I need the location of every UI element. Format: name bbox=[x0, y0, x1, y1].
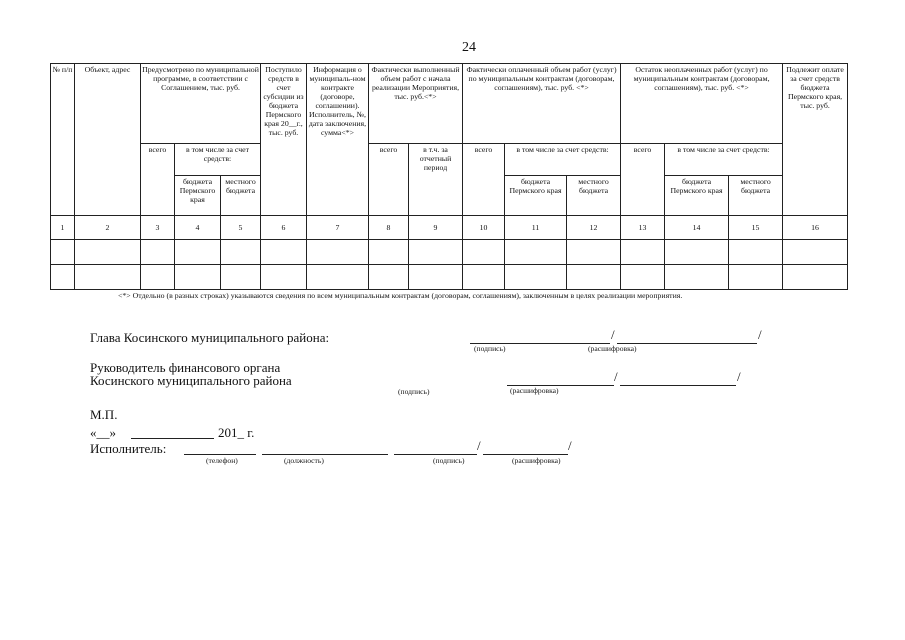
column-number: 4 bbox=[175, 216, 221, 240]
head-title: Глава Косинского муниципального района: bbox=[90, 330, 330, 345]
fin-name-line[interactable] bbox=[620, 385, 736, 386]
column-number: 11 bbox=[505, 216, 567, 240]
fin-sign-hint: (подпись) bbox=[398, 387, 430, 396]
header-unpaid: Остаток неоплаченных работ (услуг) по муниципальным контрактам (договорам, соглашениям), тыс. руб. <*> bbox=[621, 64, 783, 144]
column-number: 10 bbox=[463, 216, 505, 240]
exec-slash-end: / bbox=[568, 438, 572, 453]
report-table bbox=[50, 63, 848, 290]
column-number: 14 bbox=[665, 216, 729, 240]
exec-name-line[interactable] bbox=[483, 454, 568, 455]
fin-name-hint: (расшифровка) bbox=[510, 386, 559, 395]
column-number: 6 bbox=[261, 216, 307, 240]
fin-slash: / bbox=[614, 369, 618, 384]
fin-slash-end: / bbox=[737, 369, 741, 384]
head-slash: / bbox=[611, 327, 615, 342]
column-number: 15 bbox=[729, 216, 783, 240]
header-to-pay: Подлежит оплате за счет средств бюджета Пермского края, тыс. руб. bbox=[783, 64, 848, 216]
header-num: № п/п bbox=[51, 64, 75, 216]
header-planned-local: местного бюджета bbox=[221, 176, 261, 216]
column-number: 13 bbox=[621, 216, 665, 240]
header-planned: Предусмотрено по муниципальной программе, в соответствии с Соглашением, тыс. руб. bbox=[141, 64, 261, 144]
header-performed-period: в т.ч. за отчетный период bbox=[409, 144, 463, 216]
stamp-label: М.П. bbox=[90, 407, 118, 422]
head-name-line[interactable] bbox=[617, 343, 757, 344]
header-unpaid-perm: бюджета Пермского края bbox=[665, 176, 729, 216]
column-number: 1 bbox=[51, 216, 75, 240]
header-planned-perm: бюджета Пермского края bbox=[175, 176, 221, 216]
head-slash-end: / bbox=[758, 327, 762, 342]
column-number: 16 bbox=[783, 216, 848, 240]
column-number: 12 bbox=[567, 216, 621, 240]
header-performed: Фактически выполненный объем работ с начала реализации Мероприятия, тыс. руб.<*> bbox=[369, 64, 463, 144]
exec-sign-line[interactable] bbox=[394, 454, 477, 455]
exec-position-line[interactable] bbox=[262, 454, 388, 455]
column-number: 7 bbox=[307, 216, 369, 240]
footnote: <*> Отдельно (в разных строках) указываются сведения по всем муниципальным контрактам (договорам, соглашениям), заключенным в целях реализации мероприятия. bbox=[118, 291, 683, 300]
header-planned-incl: в том числе за счет средств: bbox=[175, 144, 261, 176]
head-sign-hint: (подпись) bbox=[474, 344, 506, 353]
header-paid-total: всего bbox=[463, 144, 505, 216]
head-name-hint: (расшифровка) bbox=[588, 344, 637, 353]
column-number: 8 bbox=[369, 216, 409, 240]
date-year: 201_ г. bbox=[218, 425, 255, 440]
header-contract-info: Информация о муниципаль-ном контракте (договоре, соглашении). Исполнитель, №, дата заключения, сумма<*> bbox=[307, 64, 369, 216]
header-unpaid-total: всего bbox=[621, 144, 665, 216]
exec-phone-line[interactable] bbox=[184, 454, 256, 455]
header-paid-local: местного бюджета bbox=[567, 176, 621, 216]
column-number-row bbox=[51, 216, 848, 240]
fin-title-2: Косинского муниципального района bbox=[90, 373, 292, 388]
header-performed-total: всего bbox=[369, 144, 409, 216]
header-received: Поступило средств в счет субсидии из бюджета Пермского края 20__г., тыс. руб. bbox=[261, 64, 307, 216]
header-object: Объект, адрес bbox=[75, 64, 141, 216]
executor-label: Исполнитель: bbox=[90, 441, 167, 456]
exec-slash: / bbox=[477, 438, 481, 453]
header-paid-perm: бюджета Пермского края bbox=[505, 176, 567, 216]
exec-sign-hint: (подпись) bbox=[433, 456, 465, 465]
date-day: «__» bbox=[90, 425, 116, 440]
exec-name-hint: (расшифровка) bbox=[512, 456, 561, 465]
page-number: 24 bbox=[462, 40, 476, 55]
table-row bbox=[51, 240, 848, 265]
header-planned-total: всего bbox=[141, 144, 175, 216]
header-unpaid-incl: в том числе за счет средств: bbox=[665, 144, 783, 176]
column-number: 2 bbox=[75, 216, 141, 240]
column-number: 5 bbox=[221, 216, 261, 240]
table-row bbox=[51, 265, 848, 290]
column-number: 9 bbox=[409, 216, 463, 240]
exec-phone-hint: (телефон) bbox=[206, 456, 238, 465]
header-paid: Фактически оплаченный объем работ (услуг) по муниципальным контрактам (договорам, соглашениям), тыс. руб. <*> bbox=[463, 64, 621, 144]
header-unpaid-local: местного бюджета bbox=[729, 176, 783, 216]
fin-title-1: Руководитель финансового органа bbox=[90, 360, 281, 375]
date-month-line[interactable] bbox=[131, 438, 214, 439]
exec-position-hint: (должность) bbox=[284, 456, 324, 465]
column-number: 3 bbox=[141, 216, 175, 240]
header-paid-incl: в том числе за счет средств: bbox=[505, 144, 621, 176]
